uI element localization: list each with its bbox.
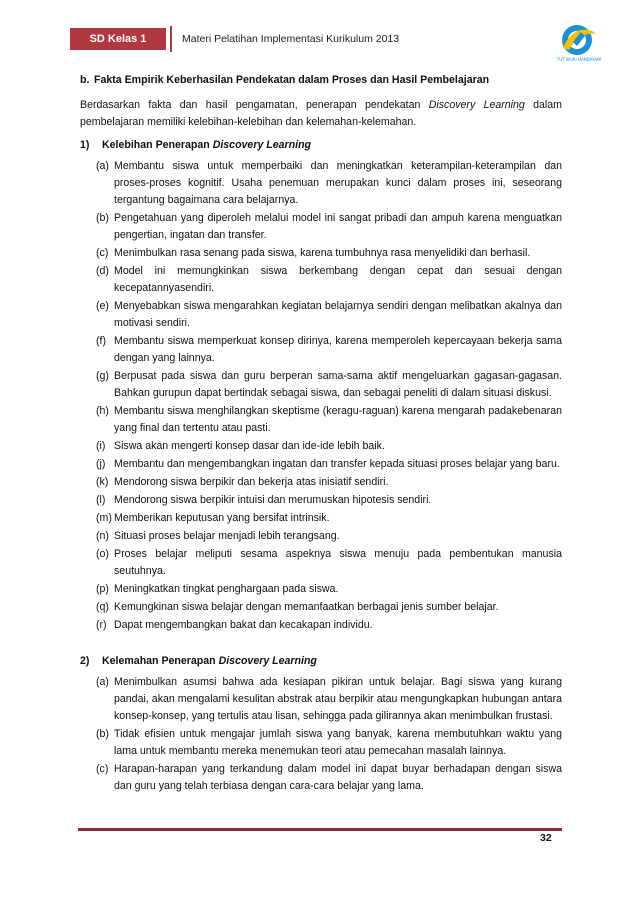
item-marker: (n) bbox=[96, 530, 109, 542]
grade-badge: SD Kelas 1 bbox=[70, 28, 166, 50]
item-text: Berpusat pada siswa dan guru berperan sama-sama aktif mengeluarkan gagasan-gagasan. Bahkan gurupun dapat bertindak sebagai siswa, dan sebagai peneliti di dalam situasi diskusi. bbox=[114, 370, 562, 399]
list-item bbox=[96, 617, 562, 634]
list-item bbox=[96, 510, 562, 527]
intro-paragraph bbox=[80, 97, 562, 131]
item-marker: (p) bbox=[96, 583, 109, 595]
item-text: Menimbulkan rasa senang pada siswa, karena tumbuhnya rasa menyelidiki dan berhasil. bbox=[114, 247, 531, 259]
subsection-title-em: Discovery Learning bbox=[212, 139, 312, 151]
item-marker: (a) bbox=[96, 676, 109, 688]
list-item bbox=[96, 245, 562, 262]
tut-wuri-handayani-logo bbox=[553, 18, 605, 64]
item-text: Dapat mengembangkan bakat dan kecakapan individu. bbox=[114, 619, 373, 631]
list-item bbox=[96, 263, 562, 297]
list-item bbox=[96, 403, 562, 437]
item-text: Membantu dan mengembangkan ingatan dan transfer kepada situasi proses belajar yang baru. bbox=[114, 458, 560, 470]
item-text: Membantu siswa menghilangkan skeptisme (keragu-raguan) karena mengarah padakebenaran yang final dan tertentu atau pasti. bbox=[114, 405, 562, 434]
list-item bbox=[96, 474, 562, 491]
document-body bbox=[80, 72, 562, 796]
list-item bbox=[96, 438, 562, 455]
footer-rule bbox=[78, 828, 562, 831]
page-header bbox=[70, 28, 570, 50]
item-marker: (f) bbox=[96, 335, 106, 347]
subsection-title: Kelebihan Penerapan bbox=[102, 139, 213, 151]
item-marker: (q) bbox=[96, 601, 109, 613]
item-marker: (a) bbox=[96, 160, 109, 172]
item-marker: (h) bbox=[96, 405, 109, 417]
item-text: Meningkatkan tingkat penghargaan pada siswa. bbox=[114, 583, 339, 595]
list-item bbox=[96, 210, 562, 244]
list-item bbox=[96, 599, 562, 616]
subsection-heading-advantages bbox=[80, 137, 562, 154]
intro-text-em: Discovery Learning bbox=[428, 99, 525, 111]
list-item bbox=[96, 528, 562, 545]
section-marker: b. bbox=[80, 74, 90, 86]
item-text: Membantu siswa memperkuat konsep dirinya, karena memperoleh kepercayaan bekerja sama dengan yang lainnya. bbox=[114, 335, 562, 364]
item-marker: (k) bbox=[96, 476, 109, 488]
item-marker: (j) bbox=[96, 458, 106, 470]
list-item bbox=[96, 333, 562, 367]
item-marker: (l) bbox=[96, 494, 106, 506]
item-marker: (i) bbox=[96, 440, 106, 452]
subsection-marker: 2) bbox=[80, 655, 90, 667]
item-text: Menimbulkan asumsi bahwa ada kesiapan pikiran untuk belajar. Bagi siswa yang kurang pandai, akan mengalami kesulitan abstrak atau berpikir atau mengungkapkan hubungan antara konsep-konsep, yang tertulis atau lisan, sehingga pada gilirannya akan menimbulkan frustasi. bbox=[114, 676, 562, 722]
list-item bbox=[96, 492, 562, 509]
section-heading bbox=[80, 72, 562, 89]
item-text: Mendorong siswa berpikir intuisi dan merumuskan hipotesis sendiri. bbox=[114, 494, 432, 506]
item-marker: (b) bbox=[96, 212, 109, 224]
subsection-heading-disadvantages bbox=[80, 653, 562, 670]
intro-text-a: Berdasarkan fakta dan hasil pengamatan, penerapan pendekatan bbox=[80, 99, 429, 111]
item-text: Model ini memungkinkan siswa berkembang dengan cepat dan sesuai dengan kecepatannyasendiri. bbox=[114, 265, 562, 294]
item-marker: (r) bbox=[96, 619, 107, 631]
item-marker: (b) bbox=[96, 728, 109, 740]
item-text: Kemungkinan siswa belajar dengan memanfaatkan berbagai jenis sumber belajar. bbox=[114, 601, 499, 613]
item-marker: (d) bbox=[96, 265, 109, 277]
header-title: Materi Pelatihan Implementasi Kurikulum 2013 bbox=[182, 33, 400, 45]
item-marker: (g) bbox=[96, 370, 109, 382]
item-text: Proses belajar meliputi sesama aspeknya siswa menuju pada pembentukan manusia seutuhnya. bbox=[114, 548, 562, 577]
intro-text-b: dalam pembelajaran memiliki kelebihan-kelebihan dan kelemahan-kelemahan. bbox=[80, 99, 563, 128]
item-marker: (e) bbox=[96, 300, 109, 312]
list-item bbox=[96, 726, 562, 760]
advantages-list bbox=[80, 158, 562, 634]
section-title: Fakta Empirik Keberhasilan Pendekatan dalam Proses dan Hasil Pembelajaran bbox=[94, 74, 490, 86]
logo-text: TUT WURI HANDAYANI bbox=[556, 57, 602, 62]
page-number: 32 bbox=[540, 832, 552, 844]
item-text: Situasi proses belajar menjadi lebih terangsang. bbox=[114, 530, 340, 542]
item-marker: (c) bbox=[96, 247, 109, 259]
list-item bbox=[96, 368, 562, 402]
item-marker: (o) bbox=[96, 548, 109, 560]
list-item bbox=[96, 674, 562, 725]
item-marker: (m) bbox=[96, 512, 112, 524]
list-item bbox=[96, 456, 562, 473]
item-marker: (c) bbox=[96, 763, 109, 775]
disadvantages-list bbox=[80, 674, 562, 795]
list-item bbox=[96, 761, 562, 795]
item-text: Memberikan keputusan yang bersifat intrinsik. bbox=[114, 512, 330, 524]
subsection-marker: 1) bbox=[80, 139, 90, 151]
item-text: Mendorong siswa berpikir dan bekerja atas inisiatif sendiri. bbox=[114, 476, 389, 488]
item-text: Menyebabkan siswa mengarahkan kegiatan belajarnya sendiri dengan melibatkan akalnya dan motivasi sendiri. bbox=[114, 300, 562, 329]
list-item bbox=[96, 158, 562, 209]
list-item bbox=[96, 581, 562, 598]
subsection-title-em: Discovery Learning bbox=[218, 655, 317, 667]
item-text: Siswa akan mengerti konsep dasar dan ide-ide lebih baik. bbox=[114, 440, 385, 452]
item-text: Membantu siswa untuk memperbaiki dan meningkatkan keterampilan-keterampilan dan proses-proses kognitif. Usaha penemuan merupakan kunci dalam proses ini, seseorang tergantung bagaimana cara belajarnya. bbox=[114, 160, 562, 206]
item-text: Pengetahuan yang diperoleh melalui model ini sangat pribadi dan ampuh karena menguatkan pengertian, ingatan dan transfer. bbox=[114, 212, 562, 241]
list-item bbox=[96, 546, 562, 580]
header-divider bbox=[170, 26, 172, 52]
logo-icon bbox=[553, 18, 605, 64]
item-text: Tidak efisien untuk mengajar jumlah siswa yang banyak, karena membutuhkan waktu yang lama untuk membantu mereka menemukan teori atau pemecahan masalah lainnya. bbox=[114, 728, 562, 757]
list-item bbox=[96, 298, 562, 332]
subsection-title: Kelemahan Penerapan bbox=[102, 655, 219, 667]
item-text: Harapan-harapan yang terkandung dalam model ini dapat buyar berhadapan dengan siswa dan guru yang telah terbiasa dengan cara-cara belajar yang lama. bbox=[114, 763, 562, 792]
